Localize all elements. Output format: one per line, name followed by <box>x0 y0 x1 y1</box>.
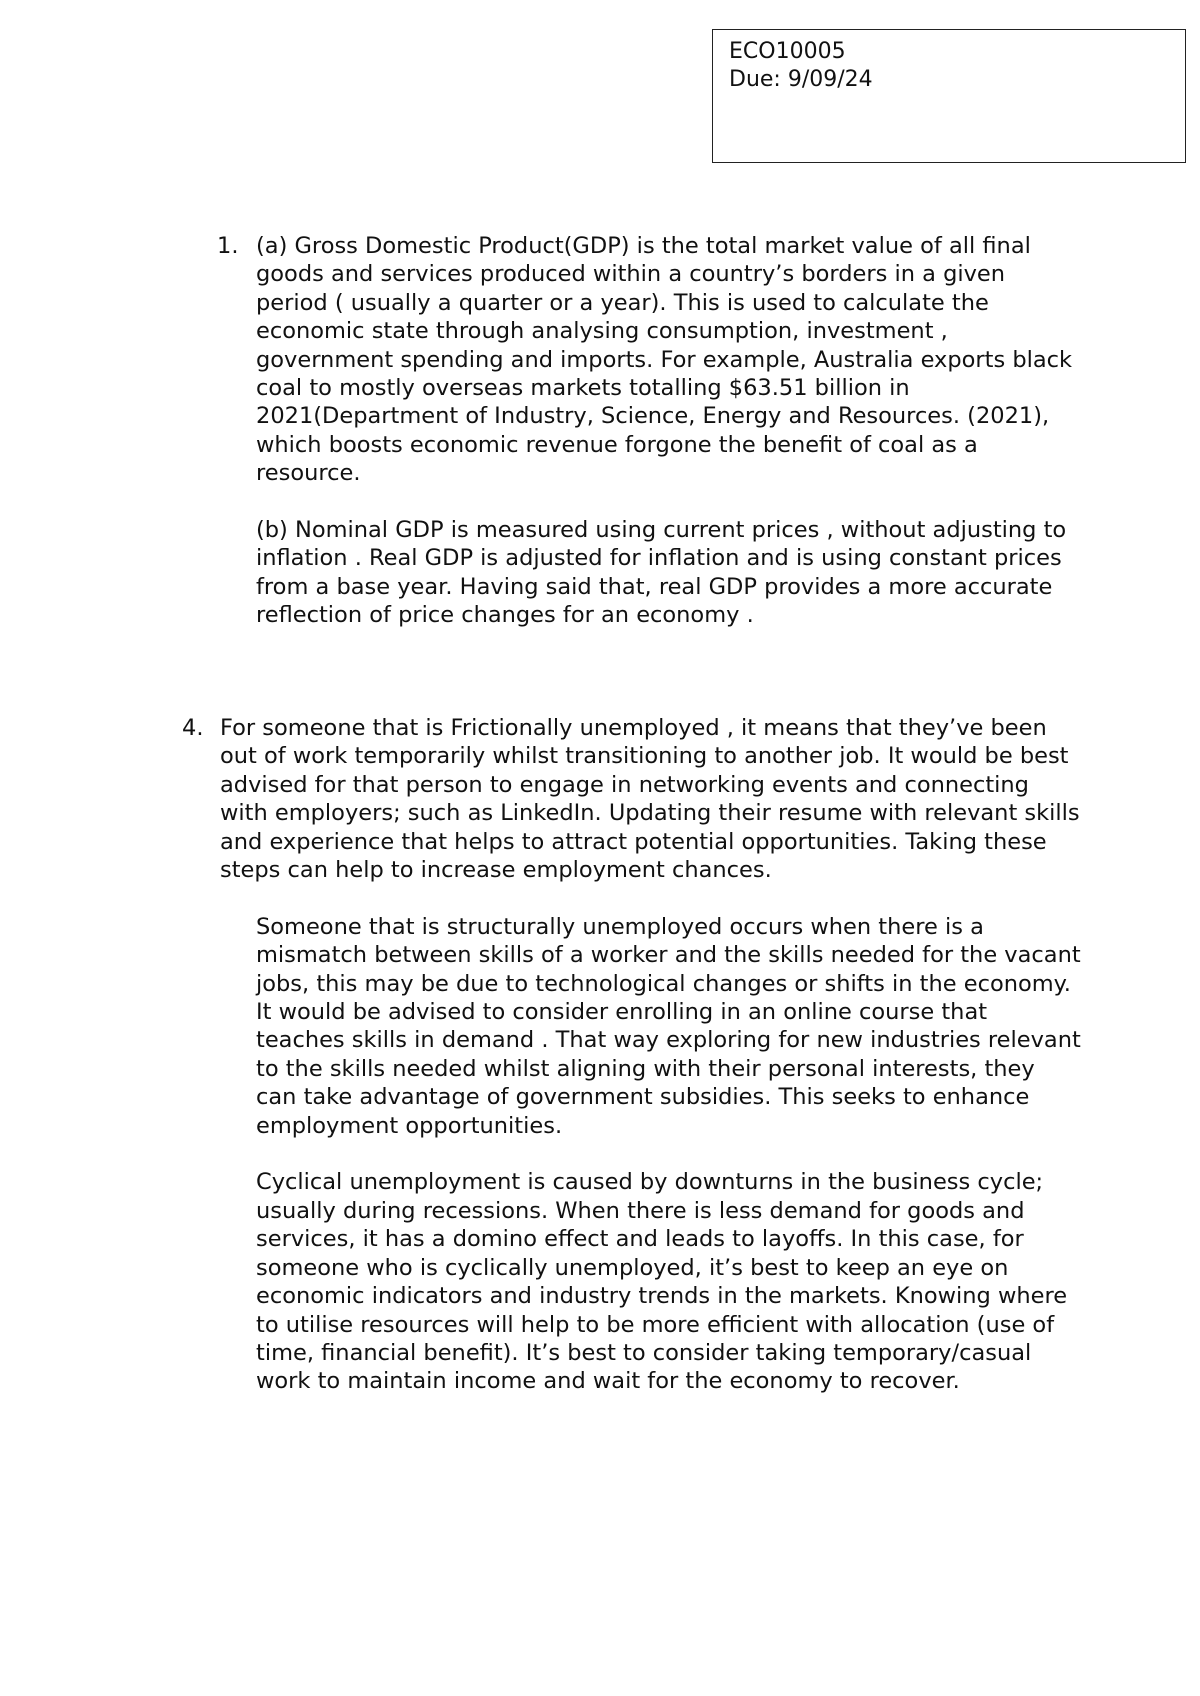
structural-paragraph: Someone that is structurally unemployed occurs when there is a mismatch between skills of a worker and the skills needed for the vacant jobs, this may be due to technological changes or shifts in the economy. It would be advised to consider enrolling in an online course that teaches skills in demand . That way exploring for new industries relevant to the skills needed whilst aligning with their personal interests, they can take advantage of government subsidies. This seeks to enhance employment opportunities. <box>256 913 1081 1139</box>
question-1-part-b: (b) Nominal GDP is measured using current prices , without adjusting to inflation . Real GDP is adjusted for inflation and is using constant prices from a base year. Having said that, real GDP provides a more accurate reflection of price changes for an economy . <box>256 517 1067 629</box>
question-4-number: 4. <box>182 715 204 741</box>
question-4 <box>182 714 1082 1424</box>
frictional-paragraph: For someone that is Frictionally unemployed , it means that they’ve been out of work temporarily whilst transitioning to another job. It would be best advised for that person to engage in networking events and connecting with employers; such as LinkedIn. Updating their resume with relevant skills and experience that helps to attract potential opportunities. Taking these steps can help to increase employment chances. <box>220 715 1080 884</box>
question-1-part-a: (a) Gross Domestic Product(GDP) is the total market value of all final goods and services produced within a country’s borders in a given period ( usually a quarter or a year). This is used to calculate the economic state through analysing consumption, investment , government spending and imports. For example, Australia exports black coal to mostly overseas markets totalling $63.51 billion in 2021(Department of Industry, Science, Energy and Resources. (2021), which boosts economic revenue forgone the benefit of coal as a resource. <box>256 233 1073 487</box>
due-date: Due: 9/09/24 <box>729 67 873 92</box>
question-1-number: 1. <box>217 233 239 259</box>
question-1 <box>218 232 1078 658</box>
course-code: ECO10005 <box>729 39 846 64</box>
cyclical-paragraph: Cyclical unemployment is caused by downturns in the business cycle; usually during recessions. When there is less demand for goods and services, it has a domino effect and leads to layoffs. In this case, for someone who is cyclically unemployed, it’s best to keep an eye on economic indicators and industry trends in the markets. Knowing where to utilise resources will help to be more efficient with allocation (use of time, financial benefit). It’s best to consider taking temporary/casual work to maintain income and wait for the economy to recover. <box>256 1169 1068 1395</box>
header-box <box>712 29 1186 163</box>
